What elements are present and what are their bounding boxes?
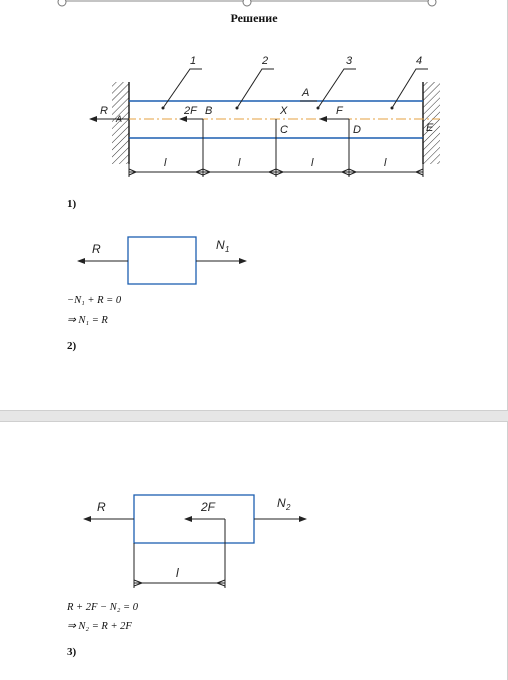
step-2-equation-1: R + 2F − N₂ = 0 — [67, 602, 138, 613]
length-label-4: l — [384, 157, 387, 169]
label-b: B — [205, 105, 213, 117]
section-number-1: 1 — [190, 55, 197, 67]
free-body-diagram-1 — [0, 228, 508, 288]
fbd2-label-2f: 2F — [201, 500, 216, 514]
length-label-2: l — [238, 157, 241, 169]
section-number-2: 2 — [262, 55, 269, 67]
fbd1-section-box — [128, 237, 196, 284]
document-page-2 — [0, 422, 508, 680]
fbd2-label-n: N — [277, 496, 286, 510]
length-label-1: l — [164, 157, 167, 169]
label-d: D — [353, 124, 361, 136]
step-1-number: 1) — [67, 198, 77, 210]
label-2f: 2F — [184, 105, 197, 117]
length-label-3: l — [311, 157, 314, 169]
bar-scheme-figure — [0, 0, 508, 190]
section-number-3: 3 — [346, 55, 353, 67]
fbd2-label-r: R — [97, 500, 106, 514]
step-3-number: 3) — [67, 646, 77, 658]
fbd1-label-n: N — [216, 238, 225, 252]
label-a-left: A — [116, 114, 123, 124]
label-area-a: A — [302, 87, 310, 99]
label-f: F — [336, 105, 343, 117]
page-separator — [0, 410, 508, 422]
label-c: C — [280, 124, 288, 136]
step-1-equation-2: ⇒ N₁ = R — [67, 315, 108, 326]
step-2-equation-2: ⇒ N₂ = R + 2F — [67, 621, 132, 632]
label-x: X — [280, 105, 288, 117]
fbd2-length-label: l — [176, 566, 179, 580]
section-number-4: 4 — [416, 55, 423, 67]
fbd2-label-n-sub: 2 — [286, 503, 291, 512]
fbd1-label-n-sub: 1 — [225, 245, 230, 254]
label-e: E — [426, 122, 434, 134]
fbd1-label-r: R — [92, 242, 101, 256]
label-r: R — [100, 105, 108, 117]
step-1-equation-1: −N₁ + R = 0 — [67, 295, 122, 306]
page-title: Решение — [230, 11, 278, 25]
step-2-number: 2) — [67, 340, 77, 352]
